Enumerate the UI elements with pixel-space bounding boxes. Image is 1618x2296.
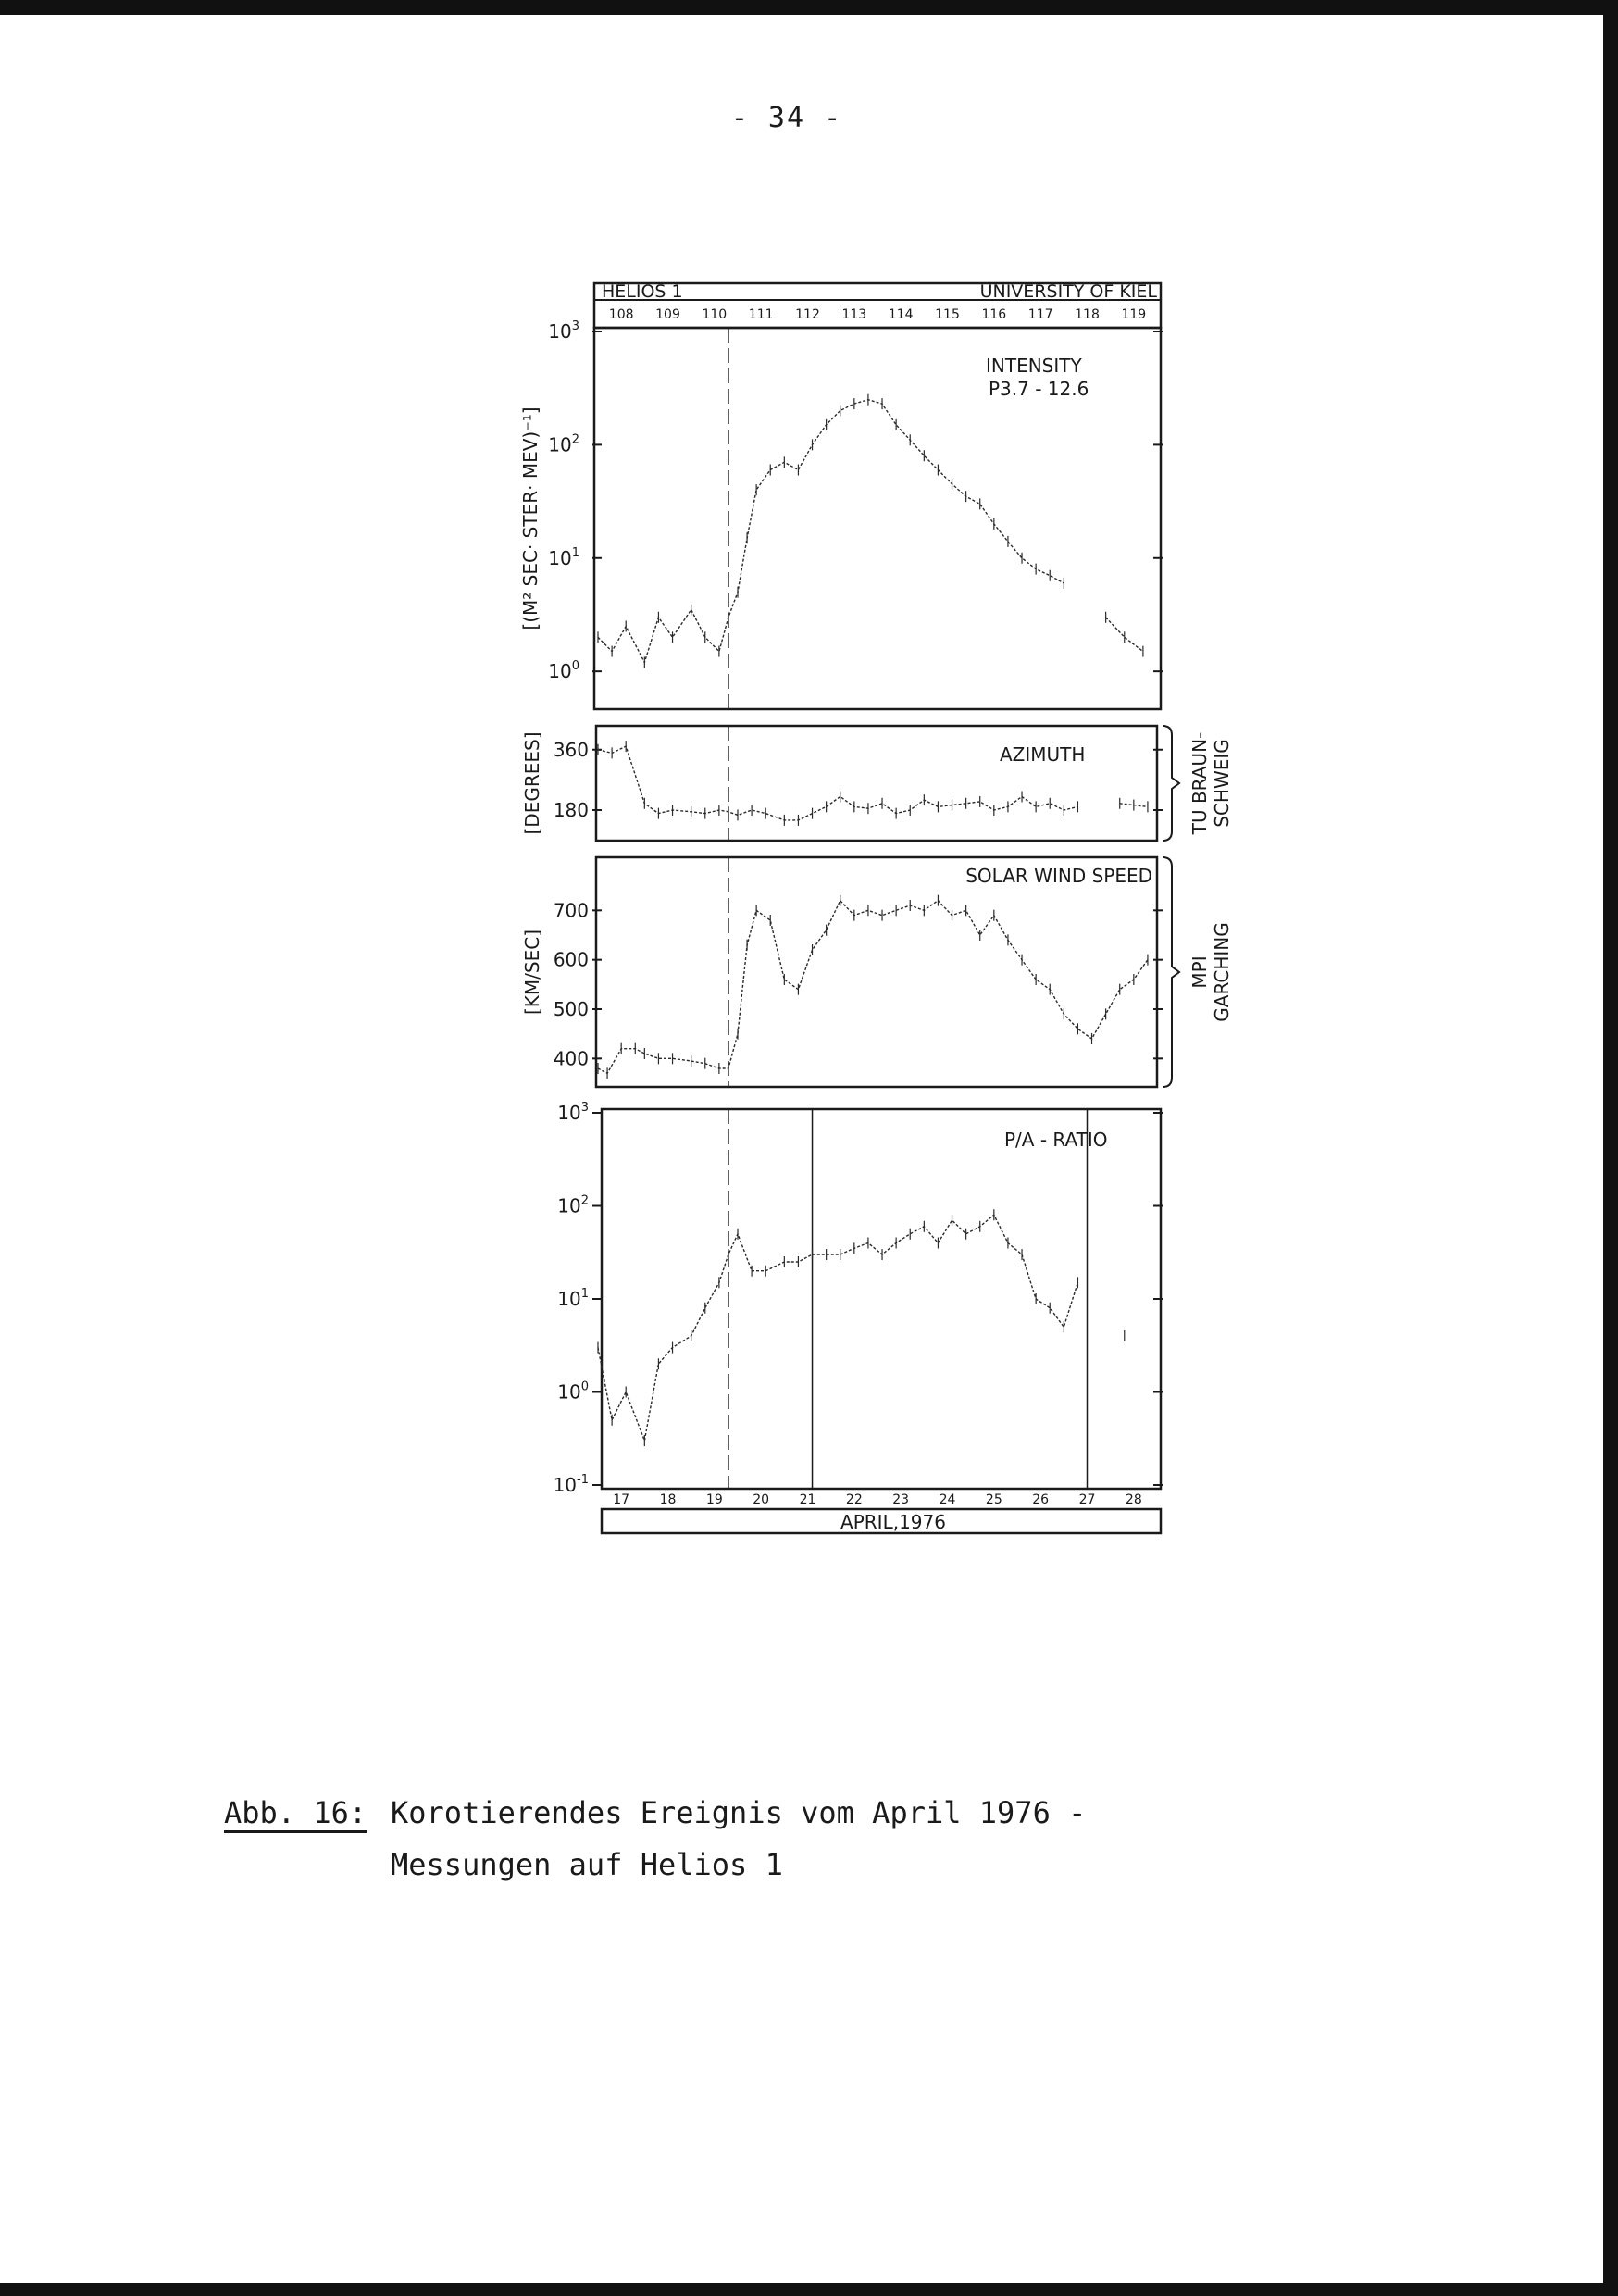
header-spacecraft: HELIOS 1 xyxy=(602,281,683,302)
y-tick-label: $10^0$ xyxy=(548,659,579,683)
scan-border-right xyxy=(1603,0,1618,2296)
y-tick-label: 600 xyxy=(553,948,589,971)
date-label: 22 xyxy=(845,1492,863,1507)
footer-month: APRIL,1976 xyxy=(840,1511,946,1533)
y-tick-label: 400 xyxy=(553,1047,589,1070)
doy-label: 118 xyxy=(1075,307,1100,322)
doy-label: 108 xyxy=(608,307,634,322)
y-tick-label: 180 xyxy=(553,799,589,821)
doy-label: 116 xyxy=(981,307,1007,322)
header-institution: UNIVERSITY OF KIEL xyxy=(979,281,1157,302)
caption-line1: Korotierendes Ereignis vom April 1976 - xyxy=(391,1795,1087,1830)
y-tick-label: $10^3$ xyxy=(557,1101,589,1124)
date-label: 17 xyxy=(613,1492,630,1507)
doy-label: 115 xyxy=(935,307,960,322)
wind-plot xyxy=(598,857,1148,1087)
intensity-title-line1: INTENSITY xyxy=(986,355,1082,377)
date-label: 18 xyxy=(659,1492,677,1507)
doy-label: 117 xyxy=(1027,307,1053,322)
tu-braunschweig-bracket xyxy=(1163,726,1179,841)
date-label: 19 xyxy=(705,1492,723,1507)
wind-ticks xyxy=(554,899,1163,1069)
doy-label: 119 xyxy=(1121,307,1147,322)
tu-braunschweig-line1: TU BRAUN- xyxy=(1189,731,1211,835)
wind-ylabel: [KM/SEC] xyxy=(521,929,543,1016)
doy-label: 111 xyxy=(748,307,774,322)
azimuth-title: AZIMUTH xyxy=(1000,743,1086,766)
caption-label: Abb. 16: xyxy=(224,1795,367,1830)
doy-labels xyxy=(609,307,1146,322)
wind-title: SOLAR WIND SPEED xyxy=(965,865,1152,887)
azimuth-ylabel: [DEGREES] xyxy=(521,731,543,835)
doy-label: 114 xyxy=(888,307,914,322)
y-tick-label: 500 xyxy=(553,998,589,1020)
tu-braunschweig-line2: SCHWEIG xyxy=(1211,739,1233,828)
page-number: - 34 - xyxy=(730,102,843,134)
ratio-title: P/A - RATIO xyxy=(1004,1129,1108,1151)
helios-figure xyxy=(500,268,1259,1565)
y-tick-label: 700 xyxy=(553,899,589,922)
y-tick-label: $10^{-1}$ xyxy=(553,1473,589,1496)
ratio-plot xyxy=(598,1109,1125,1489)
wind-panel-frame xyxy=(596,857,1157,1087)
date-label: 24 xyxy=(939,1492,956,1507)
ratio-panel-frame xyxy=(602,1109,1161,1489)
y-tick-label: $10^2$ xyxy=(557,1193,589,1217)
figure-caption xyxy=(224,1787,1086,1890)
date-label: 26 xyxy=(1032,1492,1050,1507)
date-label: 20 xyxy=(753,1492,770,1507)
data-series xyxy=(598,400,1143,663)
y-tick-label: $10^1$ xyxy=(548,545,579,569)
caption-line2: Messungen auf Helios 1 xyxy=(391,1847,783,1882)
mpi-garching-bracket xyxy=(1163,857,1179,1087)
mpi-garching-line2: GARCHING xyxy=(1211,922,1233,1022)
scan-border-bottom xyxy=(0,2283,1618,2296)
date-label: 27 xyxy=(1078,1492,1096,1507)
date-label: 28 xyxy=(1125,1492,1142,1507)
intensity-ylabel: [(M² SEC· STER· MEV)⁻¹] xyxy=(519,406,541,630)
doy-label: 113 xyxy=(841,307,867,322)
y-tick-label: $10^0$ xyxy=(557,1379,589,1404)
date-label: 23 xyxy=(892,1492,910,1507)
date-label: 25 xyxy=(985,1492,1002,1507)
scan-border-top xyxy=(0,0,1618,15)
doy-label: 112 xyxy=(795,307,820,322)
doy-label: 109 xyxy=(655,307,680,322)
date-label: 21 xyxy=(799,1492,816,1507)
intensity-title-line2: P3.7 - 12.6 xyxy=(989,378,1089,400)
y-tick-label: $10^1$ xyxy=(557,1287,589,1310)
y-tick-label: $10^3$ xyxy=(548,319,579,343)
data-series xyxy=(598,901,1148,1074)
y-tick-label: 360 xyxy=(553,738,589,761)
data-series xyxy=(598,1215,1125,1441)
mpi-garching-line1: MPI xyxy=(1189,955,1211,989)
date-labels xyxy=(613,1492,1141,1507)
y-tick-label: $10^2$ xyxy=(548,432,579,456)
doy-label: 110 xyxy=(702,307,728,322)
